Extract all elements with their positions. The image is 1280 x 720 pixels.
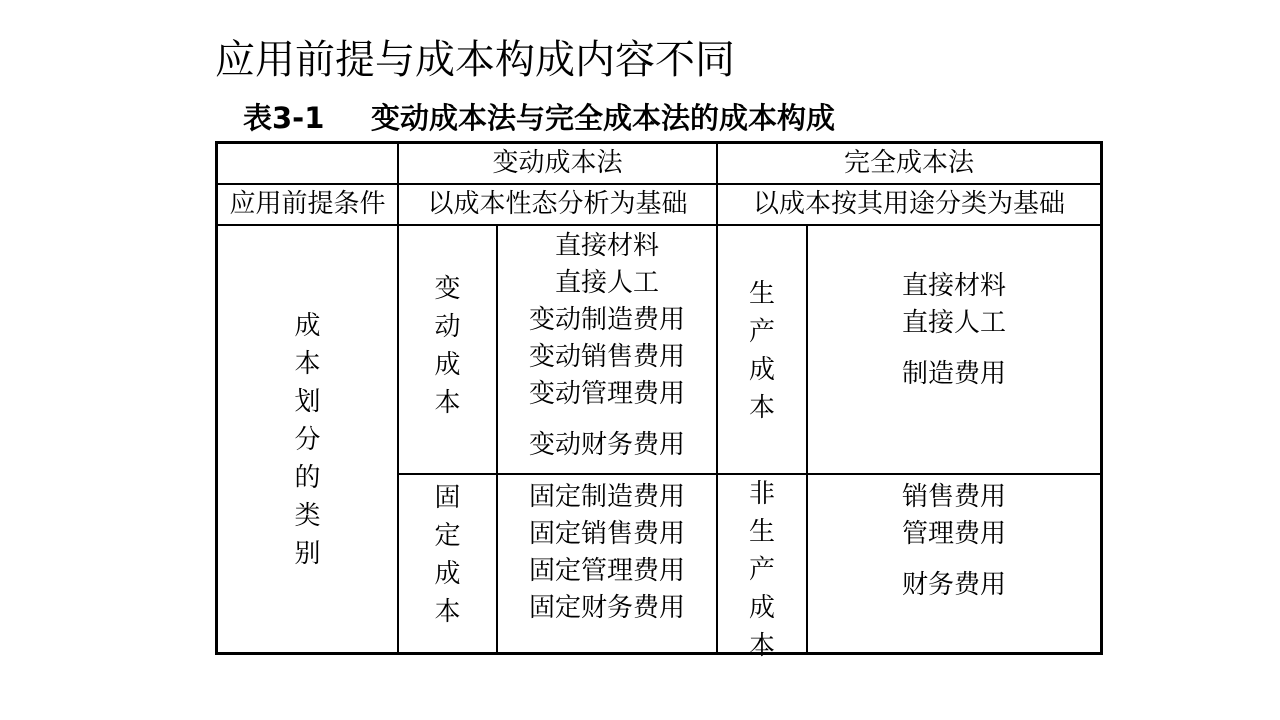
table-number: 表3-1 [243,101,325,135]
list-item: 固定财务费用 [528,593,685,623]
list-item: 管理费用 [901,519,1006,549]
list-item: 财务费用 [901,570,1006,600]
list-item: 制造费用 [901,359,1006,389]
list-item: 变动销售费用 [528,342,685,372]
cost-structure-table [215,141,1103,661]
production-cost-items [808,268,1100,393]
non-production-cost-items [808,479,1100,604]
list-item: 直接材料 [901,271,1006,301]
premise-variable: 以成本性态分析为基础 [427,189,688,219]
list-item: 变动制造费用 [528,305,685,335]
table-caption [243,97,835,139]
list-item: 直接材料 [554,231,659,261]
list-item: 固定销售费用 [528,519,685,549]
list-item: 变动财务费用 [528,430,685,460]
fixed-cost-items [498,479,716,627]
classification-label: 成 本 划 分 的 类 别 [294,311,321,569]
row-divider-header [218,183,1100,185]
row-divider-premise [218,224,1100,226]
variable-cost-label: 变 动 成 本 [434,274,461,418]
premise-full: 以成本按其用途分类为基础 [752,189,1065,219]
list-item: 固定管理费用 [528,556,685,586]
fixed-cost-label: 固 定 成 本 [434,483,461,627]
variable-cost-items [498,228,716,464]
header-variable-method: 变动成本法 [492,148,623,178]
list-item: 直接人工 [901,308,1006,338]
table-caption-text: 变动成本法与完全成本法的成本构成 [371,101,836,135]
slide-title: 应用前提与成本构成内容不同 [215,37,735,83]
non-production-cost-label: 非 生 产 成 本 [748,479,775,661]
list-item: 固定制造费用 [528,482,685,512]
premise-label: 应用前提条件 [229,189,386,219]
header-full-method: 完全成本法 [843,148,974,178]
list-item: 直接人工 [554,268,659,298]
list-item: 销售费用 [901,482,1006,512]
list-item: 变动管理费用 [528,379,685,409]
production-cost-label: 生 产 成 本 [748,279,775,423]
